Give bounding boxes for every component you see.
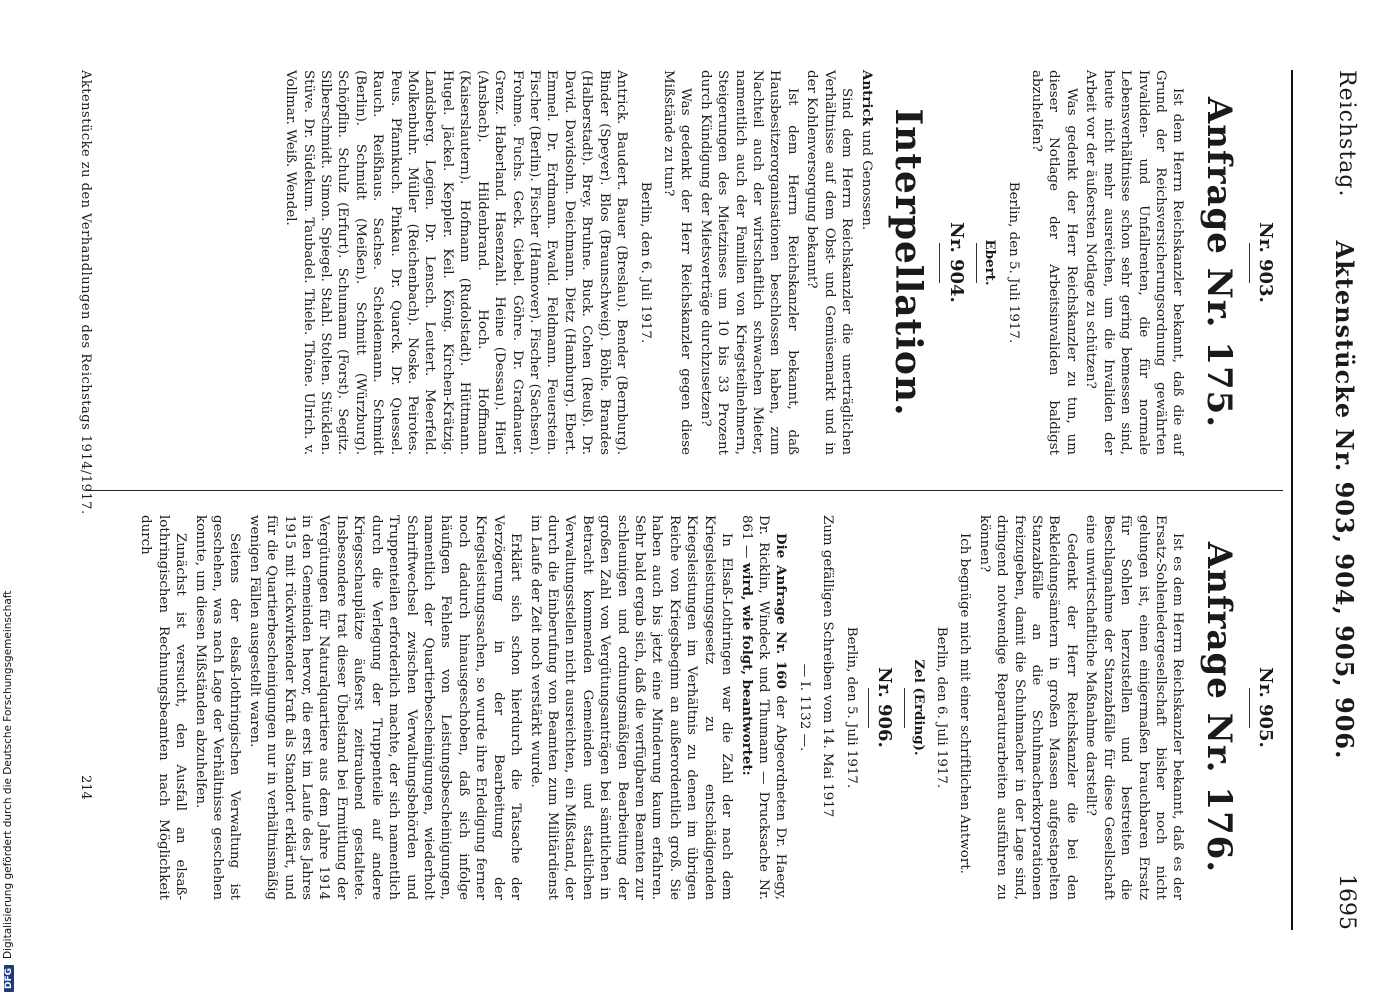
divider	[939, 243, 940, 283]
section-905-title: Anfrage Nr. 176.	[1198, 541, 1239, 874]
section-904-proposer: Antrick und Genossen.	[858, 70, 875, 231]
divider	[868, 688, 869, 728]
divider	[976, 243, 977, 283]
left-column	[280, 70, 1283, 455]
section-906-paragraph: Zunächst ist versucht, den Ausfall an elsaß-lothringischen Rechnungsbeamten nach Möglichkeit durch	[138, 515, 189, 900]
header-center: Aktenstücke Nr. 903, 904, 905, 906.	[1330, 240, 1359, 760]
section-904-title: Interpellation.	[887, 108, 930, 417]
section-905-paragraph: Ist es dem Herrn Reichskanzler bekannt, daß es der Ersatz-Sohlenledergesellschaft bisher noch nicht gelungen ist, einen einigermaßen brauchbaren Ersatz für Sohlen herzustellen und bestreiten die Beschlagnahme der Stanzabfälle für diese Gesellschaft eine unwirtschaftliche Maßnahme darstellt?	[1083, 515, 1186, 900]
funding-note-text: Digitalisierung gefördert durch die Deutsche Forschungsgemeinschaft	[2, 590, 14, 959]
page-number-top: 1695	[1334, 874, 1359, 930]
running-header	[1299, 70, 1359, 930]
section-904-paragraph: Was gedenkt der Herr Reichskanzler gegen diese Mißstände zu tun?	[660, 70, 694, 455]
section-906-reference-number: — I. 1132 —.	[796, 663, 812, 752]
column-divider	[88, 490, 1283, 491]
section-903-signature: Ebert.	[982, 239, 999, 286]
funding-note	[2, 2, 18, 992]
section-906-paragraph: Erklärt sich schon hierdurch die Tatsache der Verzögerung in der Bearbeitung der Kriegsleistungssachen, so wurde ihre Erledigung ferner noch dadurch hinausgeschoben, daß sich infolge häufigen Fehlens von Leistungsbescheinigungen, namentlich der Quartierbescheinigungen, wiederholt Schriftwechsel zwischen Verwaltungsbehörden und Truppenteilen erforderlich machte, der sich namentlich durch die Verlegung der Truppenteile auf andere Kriegsschauplätze äußerst zeitraubend gestaltete. Insbesondere trat dieser Übelstand bei Ermittlung der Vergütungen für Naturalquartiere aus dem Jahre 1914 in den Gemeinden hervor, die erst im Laufe des Jahres 1915 mit rückwirkender Kraft als Standort erklärt, und für die Quartierbescheinigungen nur in verhältnismäßig wenigen Fällen ausgestellt waren.	[246, 515, 524, 900]
footer-source: Aktenstücke zu den Verhandlungen des Reichstags 1914/1917.	[78, 70, 93, 515]
header-left: Reichstag.	[1334, 70, 1359, 198]
section-905-number: Nr. 905.	[1255, 667, 1276, 748]
section-904-number: Nr. 904.	[945, 222, 967, 303]
section-906-paragraph: In Elsaß-Lothringen war die Zahl der nach dem Kriegsleistungsgesetz zu entschädigenden Kriegsleistungen im Verhältnis zu denen im übrigen Reiche von Kriegsbeginn an außerordentlich groß. Sie haben auch bis jetzt eine Minderung kaum erfahren. Sehr bald ergab sich, daß die verfügbaren Beamten zur schleunigen und ordnungsmäßigen Bearbeitung der großen Zahl von Vergütungsanträgen bei sämtlichen in Betracht kommenden Gemeinden und staatlichen Verwaltungsstellen nicht ausreichten, ein Mißstand, der durch die Einberufung von Beamten zum Militärdienst im Laufe der Zeit noch verstärkt wurde.	[527, 515, 735, 900]
section-904-place-date: Berlin, den 6. Juli 1917.	[637, 181, 653, 344]
section-906-number: Nr. 906.	[874, 667, 896, 748]
header-rule	[1291, 70, 1293, 930]
section-905-paragraph: Ich begnüge mich mit einer schriftlichen Antwort.	[957, 533, 973, 874]
section-903-paragraph: Was gedenkt der Herr Reichskanzler zu tun, um dieser Notlage der Arbeitsinvaliden baldigst abzuhelfen?	[1029, 70, 1079, 455]
divider	[1249, 243, 1250, 283]
right-column	[135, 515, 1283, 900]
divider	[1249, 688, 1250, 728]
dfg-logo: DFG	[4, 965, 14, 992]
section-903-number: Nr. 903.	[1255, 222, 1276, 303]
section-904-paragraph: Ist dem Herrn Reichskanzler bekannt, daß Hausbesitzerorganisationen beschlossen haben, zum Nachteil auch der wirtschaftlich schwachen Mieter, namentlich auch der Familien von Kriegsteilnehmern, Steigerungen des Mietzinses um 10 bis 33 Prozent durch Kündigung der Mietsverträge durchzusetzen?	[697, 70, 800, 455]
section-903-paragraph: Ist dem Herrn Reichskanzler bekannt, daß die auf Grund der Reichsversicherungsordnung gewährten Invaliden- und Unfallrenten, die für normale Lebensverhältnisse schon sehr gering bemessen sind, heute nicht mehr ausreichen, um die Invaliden der Arbeit vor der äußersten Notlage zu schützen?	[1083, 70, 1186, 455]
section-904-paragraph: Sind dem Herrn Reichskanzler die unerträglichen Verhältnisse auf dem Obst- und Gemüsemarkt und in der Kohlenversorgung bekannt?	[804, 70, 855, 455]
section-906-lead: Die Anfrage Nr. 160 der Abgeordneten Dr. Haegy, Dr. Ricklin, Windeck und Thumann — Drucksache Nr. 861 — wird, wie folgt, beantwortet:	[738, 515, 790, 900]
section-906-reference: Zum gefälligen Schreiben vom 14. Mai 1917	[820, 515, 836, 818]
section-904-signatories: Antrick. Baudert. Bauer (Breslau). Bender (Bernburg). Binder (Speyer). Blos (Braunschweig). Böhle. Brandes (Halberstadt). Brey. Bruhne. Buck. Cohen (Reuß). Dr. David. Davidsohn. Deichmann. Dietz (Hamburg). Ebert. Emmel. Dr. Erdmann. Ewald. Feldmann. Feuerstein. Fischer (Berlin). Fischer (Hannover). Fischer (Sachsen). Frohme. Fuchs. Geck. Giebel. Göhre. Dr. Gradnauer. Grenz. Haberland. Hasenzahl. Heine (Dessau). Hierl (Ansbach). Hildenbrand. Hoch. Hoffmann (Kaiserslautern). Hofmann (Rudolstadt). Hüttmann. Hugel. Jäckel. Keppler. Keil. König. Kirchen-Krätzig. Landsberg. Legien. Dr. Lensch. Leutert. Meerfeld. Molkenbuhr. Müller (Reichenbach). Noske. Peirotes. Peus. Pfannkuch. Pinkau. Dr. Quarck. Dr. Quessel. Rauch. Reißhaus. Sachse. Scheidemann. Schmidt (Berlin). Schmidt (Meißen). Schmitt (Würzburg). Schöpflin. Schulz (Erfurt). Schumann (Forst). Segitz. Silberschmidt. Simon. Spiegel. Stahl. Stolten. Stücklen. Stüve. Dr. Südekum. Taubadel. Thiele. Thöne. Ulrich. v. Vollmar. Weiß. Wendel.	[283, 70, 630, 455]
footer-page-number: 214	[78, 775, 93, 800]
section-905-paragraph: Gedenkt der Herr Reichskanzler die bei den Bekleidungsämtern in großen Massen aufgestapelten Stanzabfälle an die Schuhmacherkorporationen freizugeben, damit die Schuhmacher in der Lage sind, dringend notwendige Reparaturarbeiten ausführen zu können?	[976, 515, 1079, 900]
divider	[904, 688, 905, 728]
section-903-place-date: Berlin, den 5. Juli 1917.	[1005, 181, 1021, 344]
section-906-place-date: Berlin, den 5. Juli 1917.	[843, 626, 859, 789]
section-905-place-date: Berlin, den 6. Juli 1917.	[933, 626, 949, 789]
section-905-signature: Zel (Erding).	[910, 659, 927, 756]
section-903-title: Anfrage Nr. 175.	[1198, 96, 1239, 429]
section-906-paragraph: Seitens der elsaß-lothringischen Verwaltung ist geschehen, was nach Lage der Verhältnisse geschehen konnte, um diesen Mißständen abzuhelfen.	[192, 515, 243, 900]
